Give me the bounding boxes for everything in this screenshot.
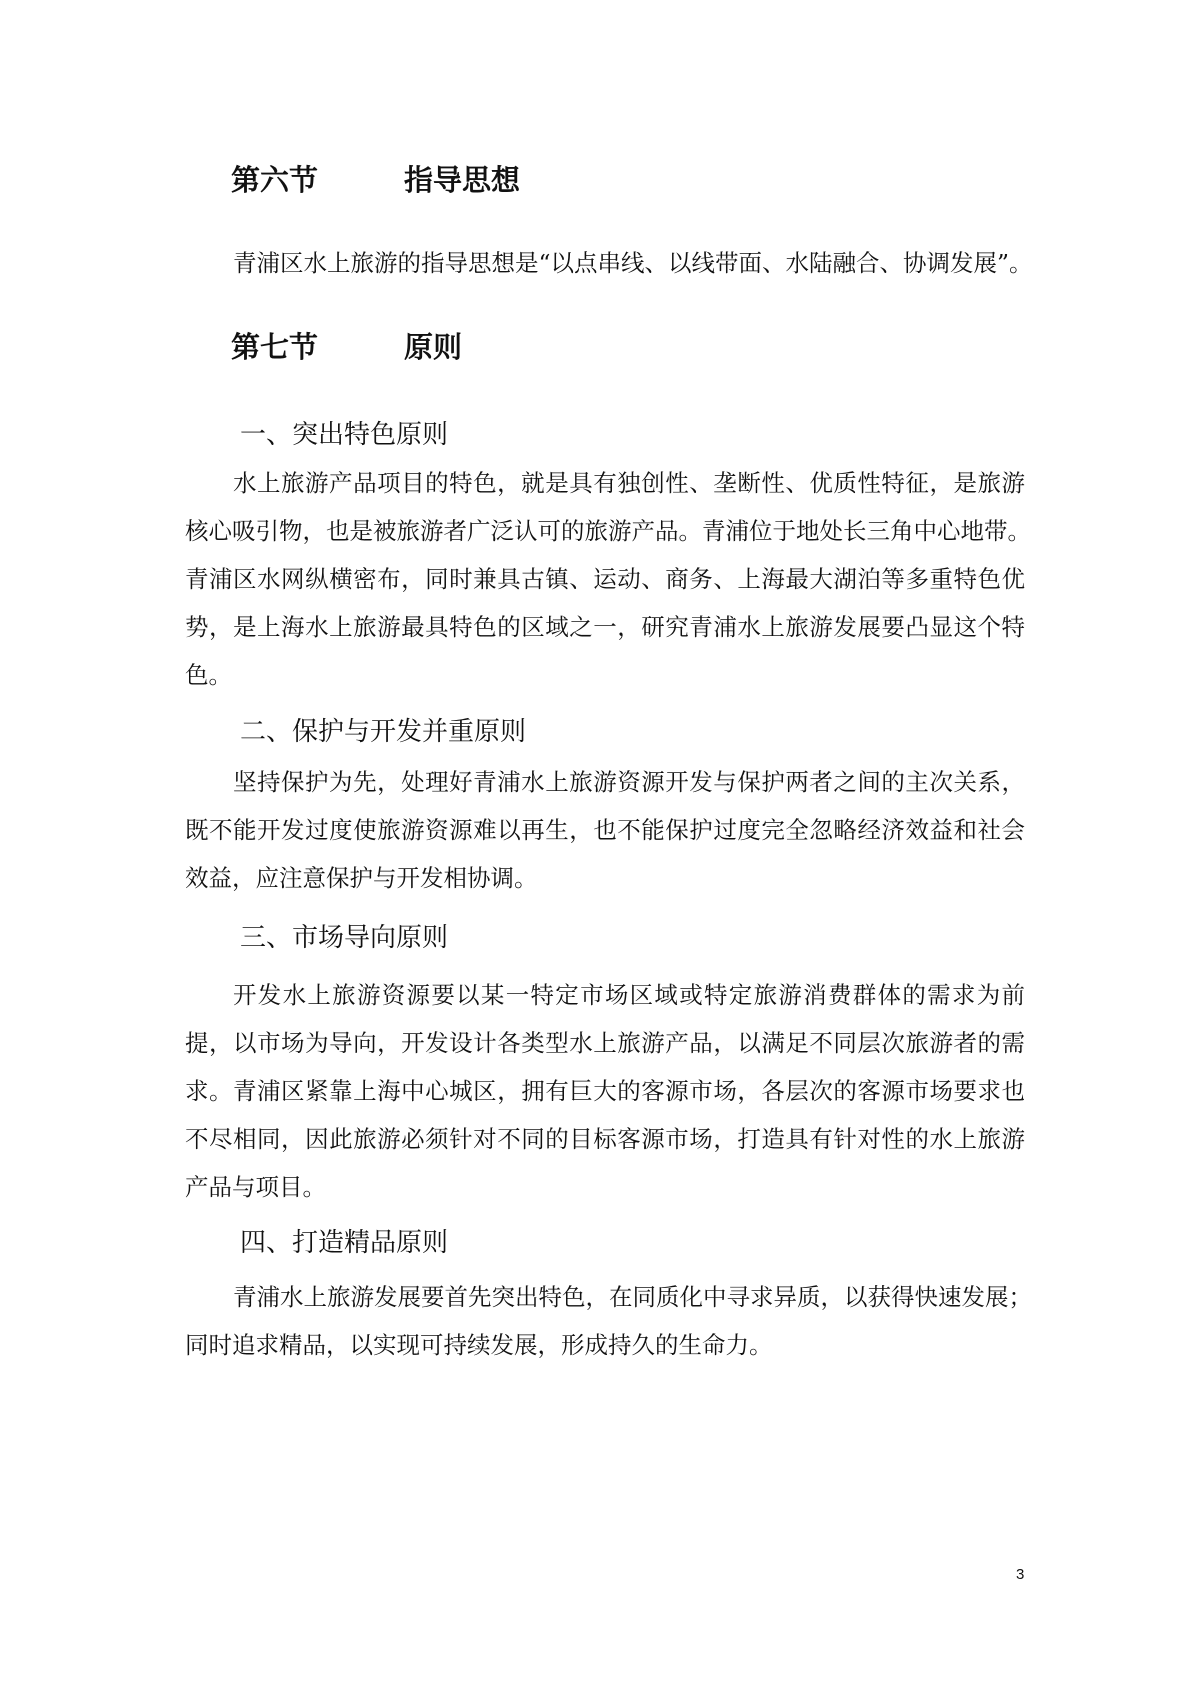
- page-number: 3: [1016, 1566, 1025, 1583]
- principle-heading-1: 一、突出特色原则: [240, 420, 449, 450]
- section-6-title: 指导思想: [404, 163, 521, 197]
- principle-paragraph-2: [185, 758, 1025, 902]
- paragraph-line: 产品与项目。: [185, 1173, 326, 1201]
- paragraph-line: 效益，应注意保护与开发相协调。: [185, 864, 538, 892]
- principle-heading-3: 三、市场导向原则: [240, 923, 449, 953]
- paragraph-line: 青浦区水网纵横密布，同时兼具古镇、运动、商务、上海最大湖泊等多重特色优: [185, 565, 1025, 593]
- paragraph-line: 水上旅游产品项目的特色，就是具有独创性、垄断性、优质性特征，是旅游: [233, 469, 1025, 497]
- paragraph-line: 提，以市场为导向，开发设计各类型水上旅游产品，以满足不同层次旅游者的需: [185, 1029, 1025, 1057]
- paragraph-line: 求。青浦区紧靠上海中心城区，拥有巨大的客源市场，各层次的客源市场要求也: [185, 1077, 1025, 1105]
- principle-heading-2: 二、保护与开发并重原则: [240, 717, 527, 747]
- principle-heading-4: 四、打造精品原则: [240, 1228, 449, 1258]
- section-7-title: 原则: [404, 330, 463, 364]
- principle-paragraph-3: [185, 971, 1025, 1211]
- section-7-number: 第七节: [231, 330, 319, 364]
- paragraph-line: 同时追求精品，以实现可持续发展，形成持久的生命力。: [185, 1331, 773, 1359]
- section-6-paragraph: [185, 239, 1033, 287]
- paragraph-line: 青浦区水上旅游的指导思想是“以点串线、以线带面、水陆融合、协调发展”。: [233, 249, 1033, 277]
- principle-paragraph-4: [185, 1273, 1032, 1369]
- paragraph-line: 既不能开发过度使旅游资源难以再生，也不能保护过度完全忽略经济效益和社会: [185, 816, 1025, 844]
- paragraph-line: 开发水上旅游资源要以某一特定市场区域或特定旅游消费群体的需求为前: [233, 981, 1025, 1009]
- principle-paragraph-1: [185, 459, 1031, 699]
- section-6-number: 第六节: [231, 163, 319, 197]
- paragraph-line: 势，是上海水上旅游最具特色的区域之一，研究青浦水上旅游发展要凸显这个特: [185, 613, 1025, 641]
- paragraph-line: 核心吸引物，也是被旅游者广泛认可的旅游产品。青浦位于地处长三角中心地带。: [185, 517, 1031, 545]
- paragraph-line: 坚持保护为先，处理好青浦水上旅游资源开发与保护两者之间的主次关系，: [233, 768, 1025, 796]
- paragraph-line: 不尽相同，因此旅游必须针对不同的目标客源市场，打造具有针对性的水上旅游: [185, 1125, 1025, 1153]
- paragraph-line: 青浦水上旅游发展要首先突出特色，在同质化中寻求异质，以获得快速发展；: [233, 1283, 1032, 1311]
- paragraph-line: 色。: [185, 661, 232, 689]
